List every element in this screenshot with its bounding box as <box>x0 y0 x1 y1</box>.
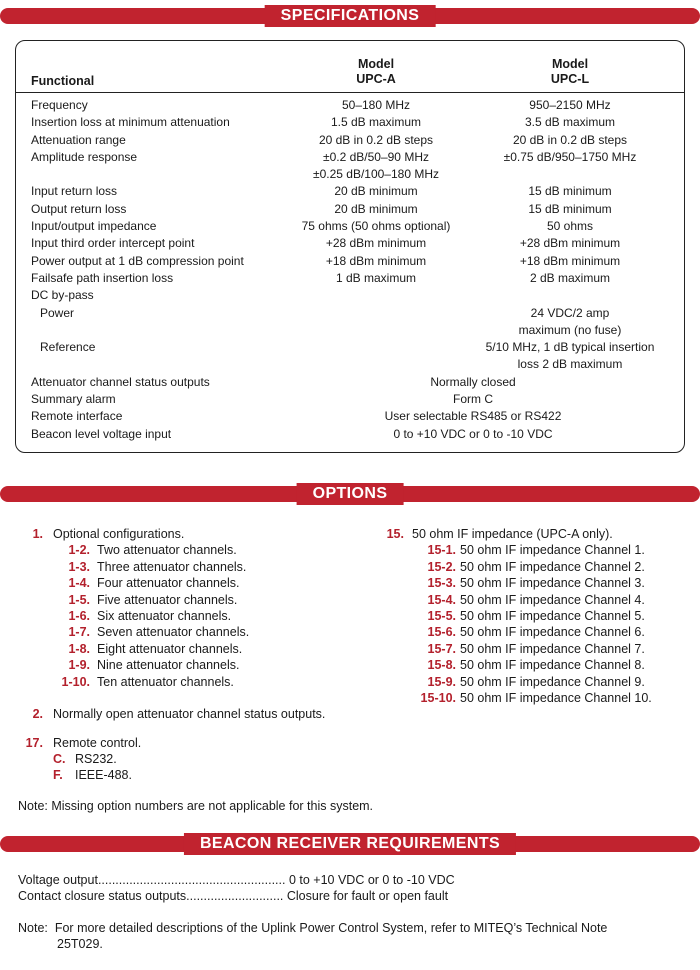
option-number: 1-9. <box>68 658 90 673</box>
option-text: 50 ohm IF impedance Channel 2. <box>460 559 645 574</box>
beacon-line-contact: Contact closure status outputs............................ Closure for fault or open fault <box>18 889 449 903</box>
spec-label: Input/output impedance <box>31 219 157 234</box>
spec-row <box>16 305 684 322</box>
option-text: Remote control. <box>53 736 142 750</box>
spec-row <box>16 218 684 235</box>
option-number: 1-10. <box>61 674 90 689</box>
option-item <box>40 624 249 640</box>
spec-value-upc-l: 3.5 dB maximum <box>524 115 616 130</box>
spec-value-upc-a: ±0.2 dB/50–90 MHz <box>323 149 429 164</box>
spec-value-upc-a: 20 dB in 0.2 dB steps <box>318 132 434 147</box>
spec-label: Beacon level voltage input <box>31 426 172 441</box>
specifications-banner <box>0 5 700 27</box>
option-item <box>40 592 237 608</box>
spec-value-upc-l: ±0.75 dB/950–1750 MHz <box>503 149 637 164</box>
beacon-banner <box>0 833 700 855</box>
option-item <box>40 559 246 575</box>
spec-row <box>16 235 684 252</box>
model-upc-a-header: Model UPC-A <box>356 57 396 86</box>
spec-row <box>16 132 684 149</box>
option-number: F. <box>53 768 63 782</box>
option-text: Nine attenuator channels. <box>97 658 240 673</box>
spec-row <box>16 114 684 131</box>
spec-label: Attenuation range <box>31 132 126 147</box>
option-item <box>402 690 652 706</box>
option-item <box>402 624 645 640</box>
model-upc-l-header: Model UPC-L <box>550 57 590 86</box>
spec-label: DC by-pass <box>31 288 94 303</box>
option-text: 50 ohm IF impedance Channel 8. <box>460 658 645 673</box>
option-item <box>372 526 613 542</box>
spec-row <box>16 149 684 166</box>
option-item <box>16 735 141 751</box>
options-note: Note: Missing option numbers are not applicable for this system. <box>18 799 374 813</box>
option-number: 1-2. <box>68 543 90 558</box>
option-text: Six attenuator channels. <box>97 609 232 623</box>
option-item <box>40 575 239 591</box>
spec-value-upc-a: +28 dBm minimum <box>325 236 427 251</box>
option-item <box>40 674 234 690</box>
option-number: 15-9. <box>427 674 456 689</box>
option-text: Three attenuator channels. <box>97 559 247 574</box>
option-number: 1-7. <box>68 625 90 640</box>
option-item <box>53 751 117 767</box>
spec-value-upc-l: 50 ohms <box>546 219 594 234</box>
option-item <box>402 641 645 657</box>
option-number: 2. <box>32 707 43 721</box>
spec-label: Input third order intercept point <box>31 236 195 251</box>
spec-row <box>16 322 684 339</box>
option-number: 15-8. <box>427 658 456 673</box>
spec-row <box>16 97 684 114</box>
specifications-body <box>16 97 684 443</box>
specifications-title: SPECIFICATIONS <box>265 5 436 27</box>
option-item <box>40 608 231 624</box>
spec-value-upc-l: 950–2150 MHz <box>529 98 611 112</box>
spec-label: Input return loss <box>31 184 118 199</box>
option-item <box>402 542 645 558</box>
spec-value-upc-l: 20 dB in 0.2 dB steps <box>512 132 628 147</box>
option-text: Five attenuator channels. <box>97 592 238 607</box>
spec-label: Failsafe path insertion loss <box>31 270 174 285</box>
spec-value-both: Normally closed <box>430 374 516 389</box>
specifications-header <box>16 41 684 93</box>
spec-value-upc-l: 15 dB minimum <box>528 184 612 199</box>
spec-value-upc-l: loss 2 dB maximum <box>517 357 623 372</box>
option-number: 15-2. <box>427 559 456 574</box>
spec-value-upc-a: 20 dB minimum <box>334 184 418 199</box>
option-text: Ten attenuator channels. <box>97 674 234 689</box>
spec-label: Power output at 1 dB compression point <box>31 253 244 268</box>
spec-label: Insertion loss at minimum attenuation <box>31 115 230 130</box>
option-item <box>402 559 645 575</box>
spec-row <box>16 426 684 443</box>
spec-value-upc-a: 1.5 dB maximum <box>330 115 422 130</box>
option-number: 15-6. <box>427 625 456 640</box>
spec-value-upc-l: +18 dBm minimum <box>519 253 621 268</box>
spec-label: Power <box>40 305 75 320</box>
spec-value-upc-l: +28 dBm minimum <box>519 236 621 251</box>
spec-label: Summary alarm <box>31 392 116 407</box>
spec-row <box>16 339 684 356</box>
option-item <box>402 592 645 608</box>
beacon-title: BEACON RECEIVER REQUIREMENTS <box>184 833 516 855</box>
spec-label: Output return loss <box>31 201 127 216</box>
option-number: 1-5. <box>68 592 90 607</box>
options-title: OPTIONS <box>297 483 404 505</box>
spec-label: Attenuator channel status outputs <box>31 374 210 389</box>
option-text: IEEE-488. <box>75 768 132 782</box>
spec-value-upc-a: +18 dBm minimum <box>325 253 427 268</box>
beacon-note: Note: For more detailed descriptions of the Uplink Power Control System, refer to MITEQ’s Technical Note <box>18 921 608 935</box>
spec-label: Remote interface <box>31 409 123 424</box>
spec-label: Frequency <box>31 98 88 112</box>
spec-row <box>16 287 684 304</box>
spec-value-upc-a: 1 dB maximum <box>335 270 417 285</box>
option-number: 15-5. <box>427 609 456 623</box>
spec-value-upc-l: maximum (no fuse) <box>518 322 622 337</box>
option-text: 50 ohm IF impedance Channel 7. <box>460 641 645 656</box>
option-text: Two attenuator channels. <box>97 543 237 558</box>
option-item <box>402 575 645 591</box>
spec-label: Amplitude response <box>31 149 138 164</box>
spec-value-both: 0 to +10 VDC or 0 to -10 VDC <box>393 426 553 441</box>
option-text: Eight attenuator channels. <box>97 641 243 656</box>
option-text: 50 ohm IF impedance Channel 10. <box>460 691 652 705</box>
spec-value-upc-a: ±0.25 dB/100–180 MHz <box>313 167 439 182</box>
option-text: 50 ohm IF impedance (UPC-A only). <box>412 527 613 541</box>
spec-row <box>16 356 684 373</box>
option-text: 50 ohm IF impedance Channel 9. <box>460 674 645 689</box>
option-text: 50 ohm IF impedance Channel 6. <box>460 625 645 640</box>
option-number: 1-4. <box>68 576 90 591</box>
option-number: 1. <box>32 527 43 541</box>
option-text: RS232. <box>75 752 117 766</box>
option-number: 1-6. <box>68 609 90 623</box>
option-item <box>16 706 325 722</box>
spec-value-upc-a: 75 ohms (50 ohms optional) <box>301 219 451 234</box>
spec-row <box>16 166 684 183</box>
spec-label: Reference <box>40 340 96 355</box>
spec-value-upc-l: 2 dB maximum <box>529 270 611 285</box>
option-number: 15-1. <box>427 543 456 558</box>
option-text: Normally open attenuator channel status outputs. <box>53 707 326 721</box>
specifications-table <box>15 40 685 453</box>
beacon-line-voltage: Voltage output...................................................... 0 to +10 VDC or 0 to -10 VDC <box>18 873 455 887</box>
option-number: 17. <box>25 736 43 750</box>
option-text: Optional configurations. <box>53 527 185 541</box>
option-text: Four attenuator channels. <box>97 576 240 591</box>
option-item <box>40 657 239 673</box>
spec-value-upc-l: 24 VDC/2 amp <box>530 305 610 320</box>
spec-row <box>16 408 684 425</box>
option-item <box>53 767 132 783</box>
option-item <box>402 674 645 690</box>
spec-value-upc-l: 5/10 MHz, 1 dB typical insertion <box>485 340 655 355</box>
option-number: 1-8. <box>68 641 90 656</box>
option-number: 15-7. <box>427 641 456 656</box>
spec-row <box>16 374 684 391</box>
spec-row <box>16 270 684 287</box>
option-text: Seven attenuator channels. <box>97 625 250 640</box>
option-number: C. <box>53 752 66 766</box>
spec-row <box>16 183 684 200</box>
beacon-note-line2: 25T029. <box>57 937 103 951</box>
option-text: 50 ohm IF impedance Channel 1. <box>460 543 645 558</box>
option-item <box>16 526 184 542</box>
option-number: 15-10. <box>420 691 456 705</box>
option-item <box>402 657 645 673</box>
spec-row <box>16 391 684 408</box>
option-number: 15-4. <box>427 592 456 607</box>
spec-value-both: User selectable RS485 or RS422 <box>384 409 562 424</box>
spec-value-both: Form C <box>453 392 493 407</box>
functional-label: Functional <box>31 74 95 88</box>
spec-row <box>16 253 684 270</box>
option-number: 15. <box>386 527 404 541</box>
options-banner <box>0 483 700 505</box>
option-text: 50 ohm IF impedance Channel 5. <box>460 609 645 623</box>
option-text: 50 ohm IF impedance Channel 3. <box>460 576 645 591</box>
option-item <box>40 542 237 558</box>
option-item <box>40 641 242 657</box>
option-item <box>402 608 645 624</box>
spec-value-upc-l: 15 dB minimum <box>528 201 612 216</box>
option-number: 15-3. <box>427 576 456 591</box>
spec-value-upc-a: 20 dB minimum <box>334 201 418 216</box>
option-text: 50 ohm IF impedance Channel 4. <box>460 592 645 607</box>
spec-row <box>16 201 684 218</box>
option-number: 1-3. <box>68 559 90 574</box>
spec-value-upc-a: 50–180 MHz <box>341 98 411 112</box>
